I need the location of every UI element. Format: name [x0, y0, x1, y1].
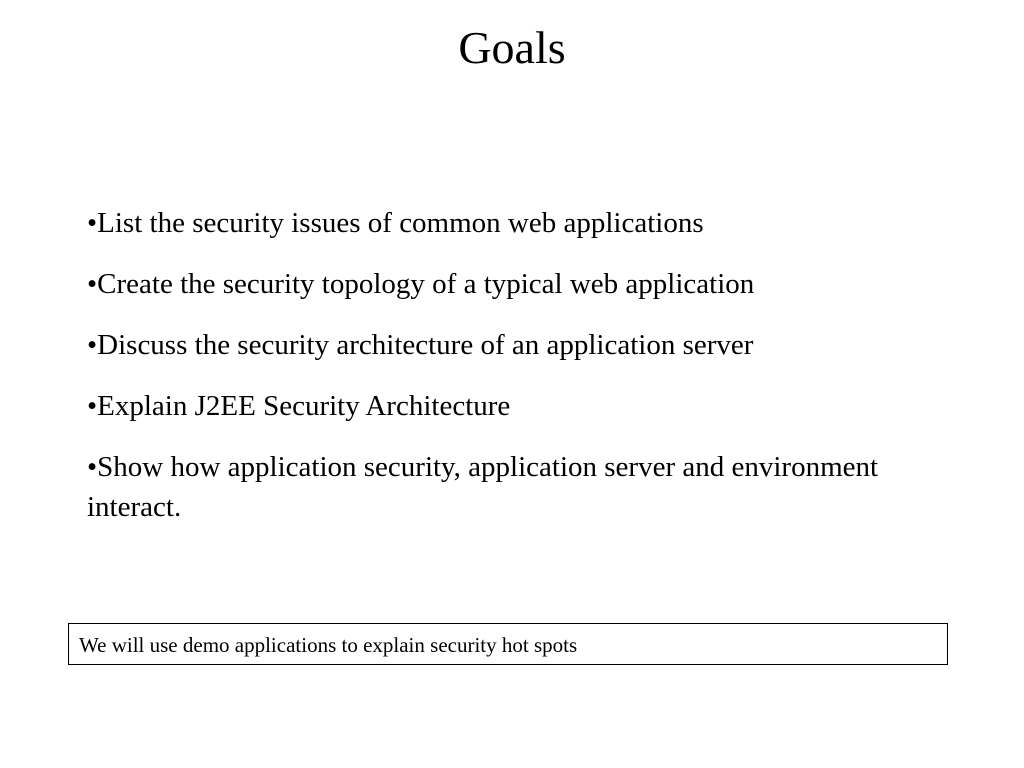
list-item: •List the security issues of common web applications	[87, 207, 704, 239]
list-item: •Discuss the security architecture of an application server	[87, 329, 754, 361]
note-box: We will use demo applications to explain security hot spots	[68, 623, 948, 665]
goals-list	[87, 203, 887, 548]
list-item: •Create the security topology of a typical web application	[87, 268, 755, 300]
slide-title: Goals	[458, 22, 566, 73]
list-item: •Show how application security, application server and environment interact.	[87, 451, 879, 523]
list-item: •Explain J2EE Security Architecture	[87, 390, 511, 422]
